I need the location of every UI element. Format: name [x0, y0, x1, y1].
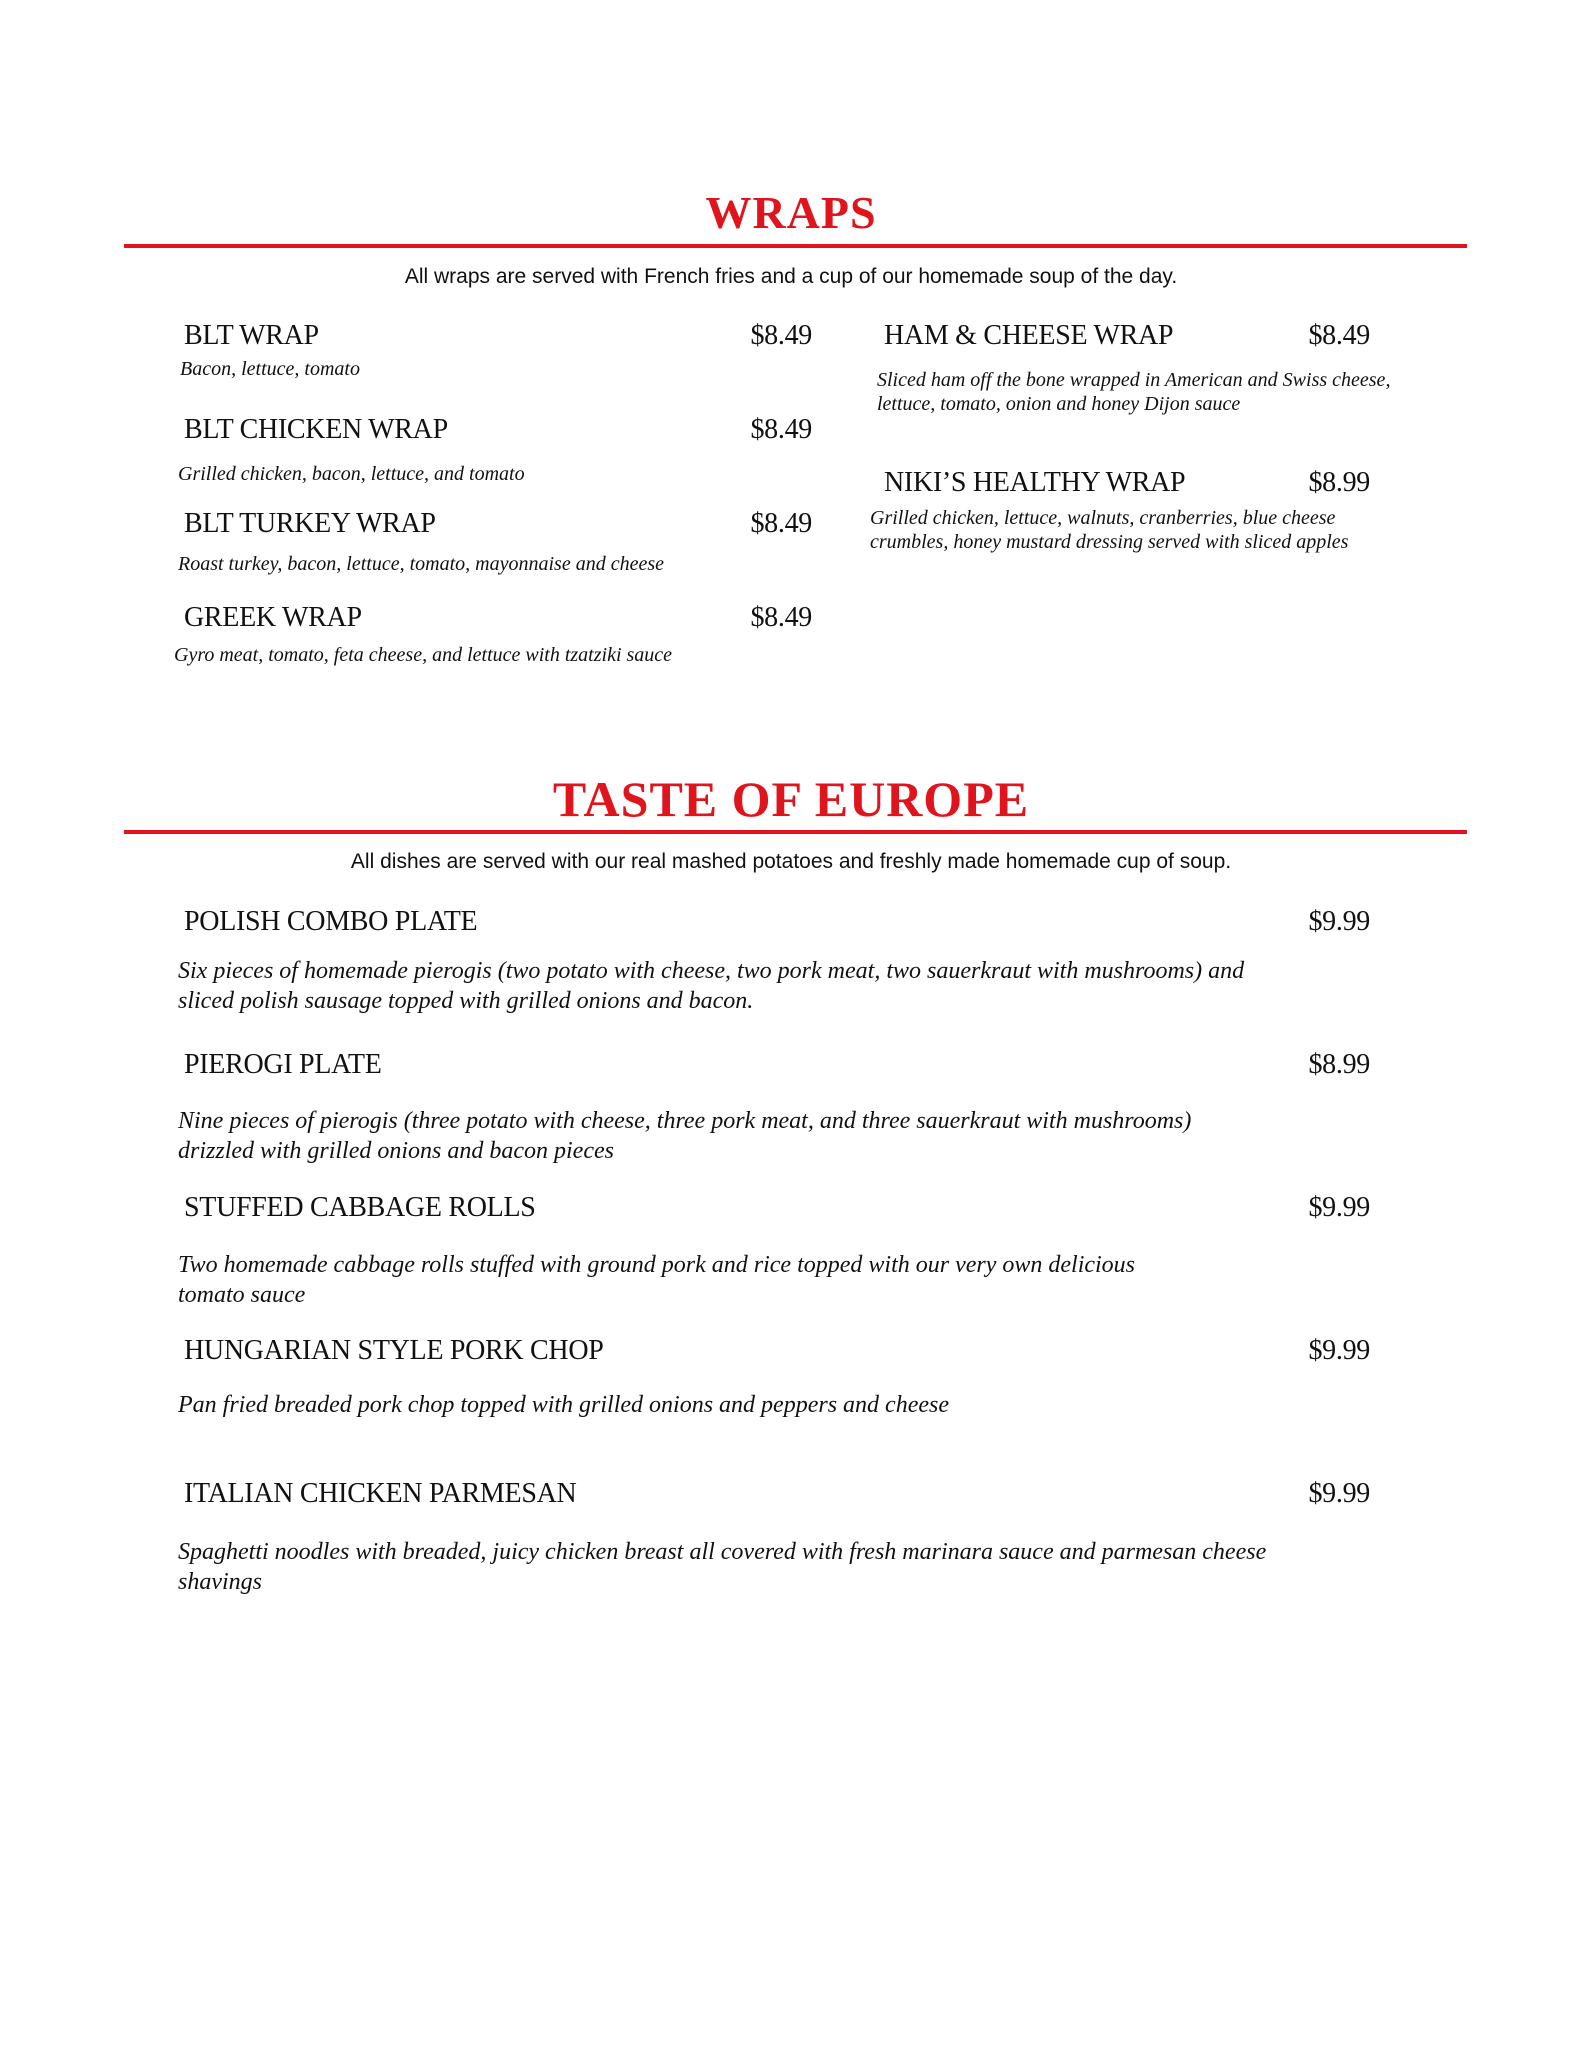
wrap-item-description: [877, 368, 1390, 416]
wrap-item-description: Bacon, lettuce, tomato: [180, 358, 360, 380]
wrap-item-price: $8.49: [750, 602, 812, 633]
europe-item-name: PIEROGI PLATE: [184, 1049, 382, 1080]
description-line: Sliced ham off the bone wrapped in American and Swiss cheese,: [877, 369, 1391, 391]
europe-divider: [124, 830, 1467, 834]
europe-item-price: $8.99: [1308, 1049, 1370, 1080]
europe-item-price: $9.99: [1308, 1335, 1370, 1366]
description-line: Grilled chicken, lettuce, walnuts, cranberries, blue cheese: [870, 507, 1336, 529]
europe-item-description: [178, 1106, 1191, 1166]
description-line: Pan fried breaded pork chop topped with grilled onions and peppers and cheese: [178, 1392, 949, 1418]
wrap-item-name: BLT WRAP: [184, 320, 319, 351]
wrap-item-name: GREEK WRAP: [184, 602, 362, 633]
europe-intro: All dishes are served with our real mashed potatoes and freshly made homemade cup of soup.: [350, 850, 1232, 873]
description-line: drizzled with grilled onions and bacon pieces: [178, 1138, 614, 1164]
wrap-item-price: $8.99: [1308, 467, 1370, 498]
description-line: Spaghetti noodles with breaded, juicy chicken breast all covered with fresh marinara sauce and parmesan cheese: [178, 1539, 1267, 1565]
europe-title: TASTE OF EUROPE: [552, 771, 1030, 827]
wrap-item-price: $8.49: [750, 320, 812, 351]
wrap-item-description: [870, 506, 1348, 554]
wrap-item-description: Grilled chicken, bacon, lettuce, and tomato: [178, 463, 525, 485]
europe-item-description: [178, 1250, 1135, 1310]
europe-item-description: [178, 1537, 1266, 1597]
europe-item-name: ITALIAN CHICKEN PARMESAN: [184, 1478, 577, 1509]
europe-item-price: $9.99: [1308, 1192, 1370, 1223]
wrap-item-name: HAM & CHEESE WRAP: [884, 320, 1174, 351]
wraps-divider: [124, 244, 1467, 248]
europe-item-price: $9.99: [1308, 906, 1370, 937]
wrap-item-name: NIKI’S HEALTHY WRAP: [884, 467, 1186, 498]
wrap-item-description: Gyro meat, tomato, feta cheese, and lettuce with tzatziki sauce: [174, 644, 673, 666]
europe-item-name: STUFFED CABBAGE ROLLS: [184, 1192, 536, 1223]
wraps-intro: All wraps are served with French fries and a cup of our homemade soup of the day.: [404, 265, 1178, 288]
europe-item-name: HUNGARIAN STYLE PORK CHOP: [184, 1335, 604, 1366]
wrap-item-name: BLT TURKEY WRAP: [184, 508, 436, 539]
europe-item-description: [178, 1390, 949, 1420]
wrap-item-price: $8.49: [750, 508, 812, 539]
description-line: Two homemade cabbage rolls stuffed with ground pork and rice topped with our very own delicious: [178, 1252, 1136, 1278]
europe-item-description: [178, 956, 1244, 1016]
wrap-item-price: $8.49: [750, 414, 812, 445]
description-line: crumbles, honey mustard dressing served with sliced apples: [870, 531, 1349, 553]
wrap-item-price: $8.49: [1308, 320, 1370, 351]
description-line: shavings: [178, 1569, 262, 1595]
wrap-item-name: BLT CHICKEN WRAP: [184, 414, 448, 445]
description-line: sliced polish sausage topped with grilled onions and bacon.: [178, 988, 754, 1014]
europe-item-name: POLISH COMBO PLATE: [184, 906, 478, 937]
wrap-item-description: Roast turkey, bacon, lettuce, tomato, mayonnaise and cheese: [178, 553, 664, 575]
description-line: Six pieces of homemade pierogis (two potato with cheese, two pork meat, two sauerkraut with mushrooms) and: [178, 958, 1245, 984]
description-line: tomato sauce: [178, 1282, 306, 1308]
wraps-title: WRAPS: [705, 187, 877, 238]
europe-item-price: $9.99: [1308, 1478, 1370, 1509]
description-line: lettuce, tomato, onion and honey Dijon sauce: [877, 393, 1241, 415]
description-line: Nine pieces of pierogis (three potato with cheese, three pork meat, and three sauerkraut with mushrooms): [178, 1108, 1192, 1134]
